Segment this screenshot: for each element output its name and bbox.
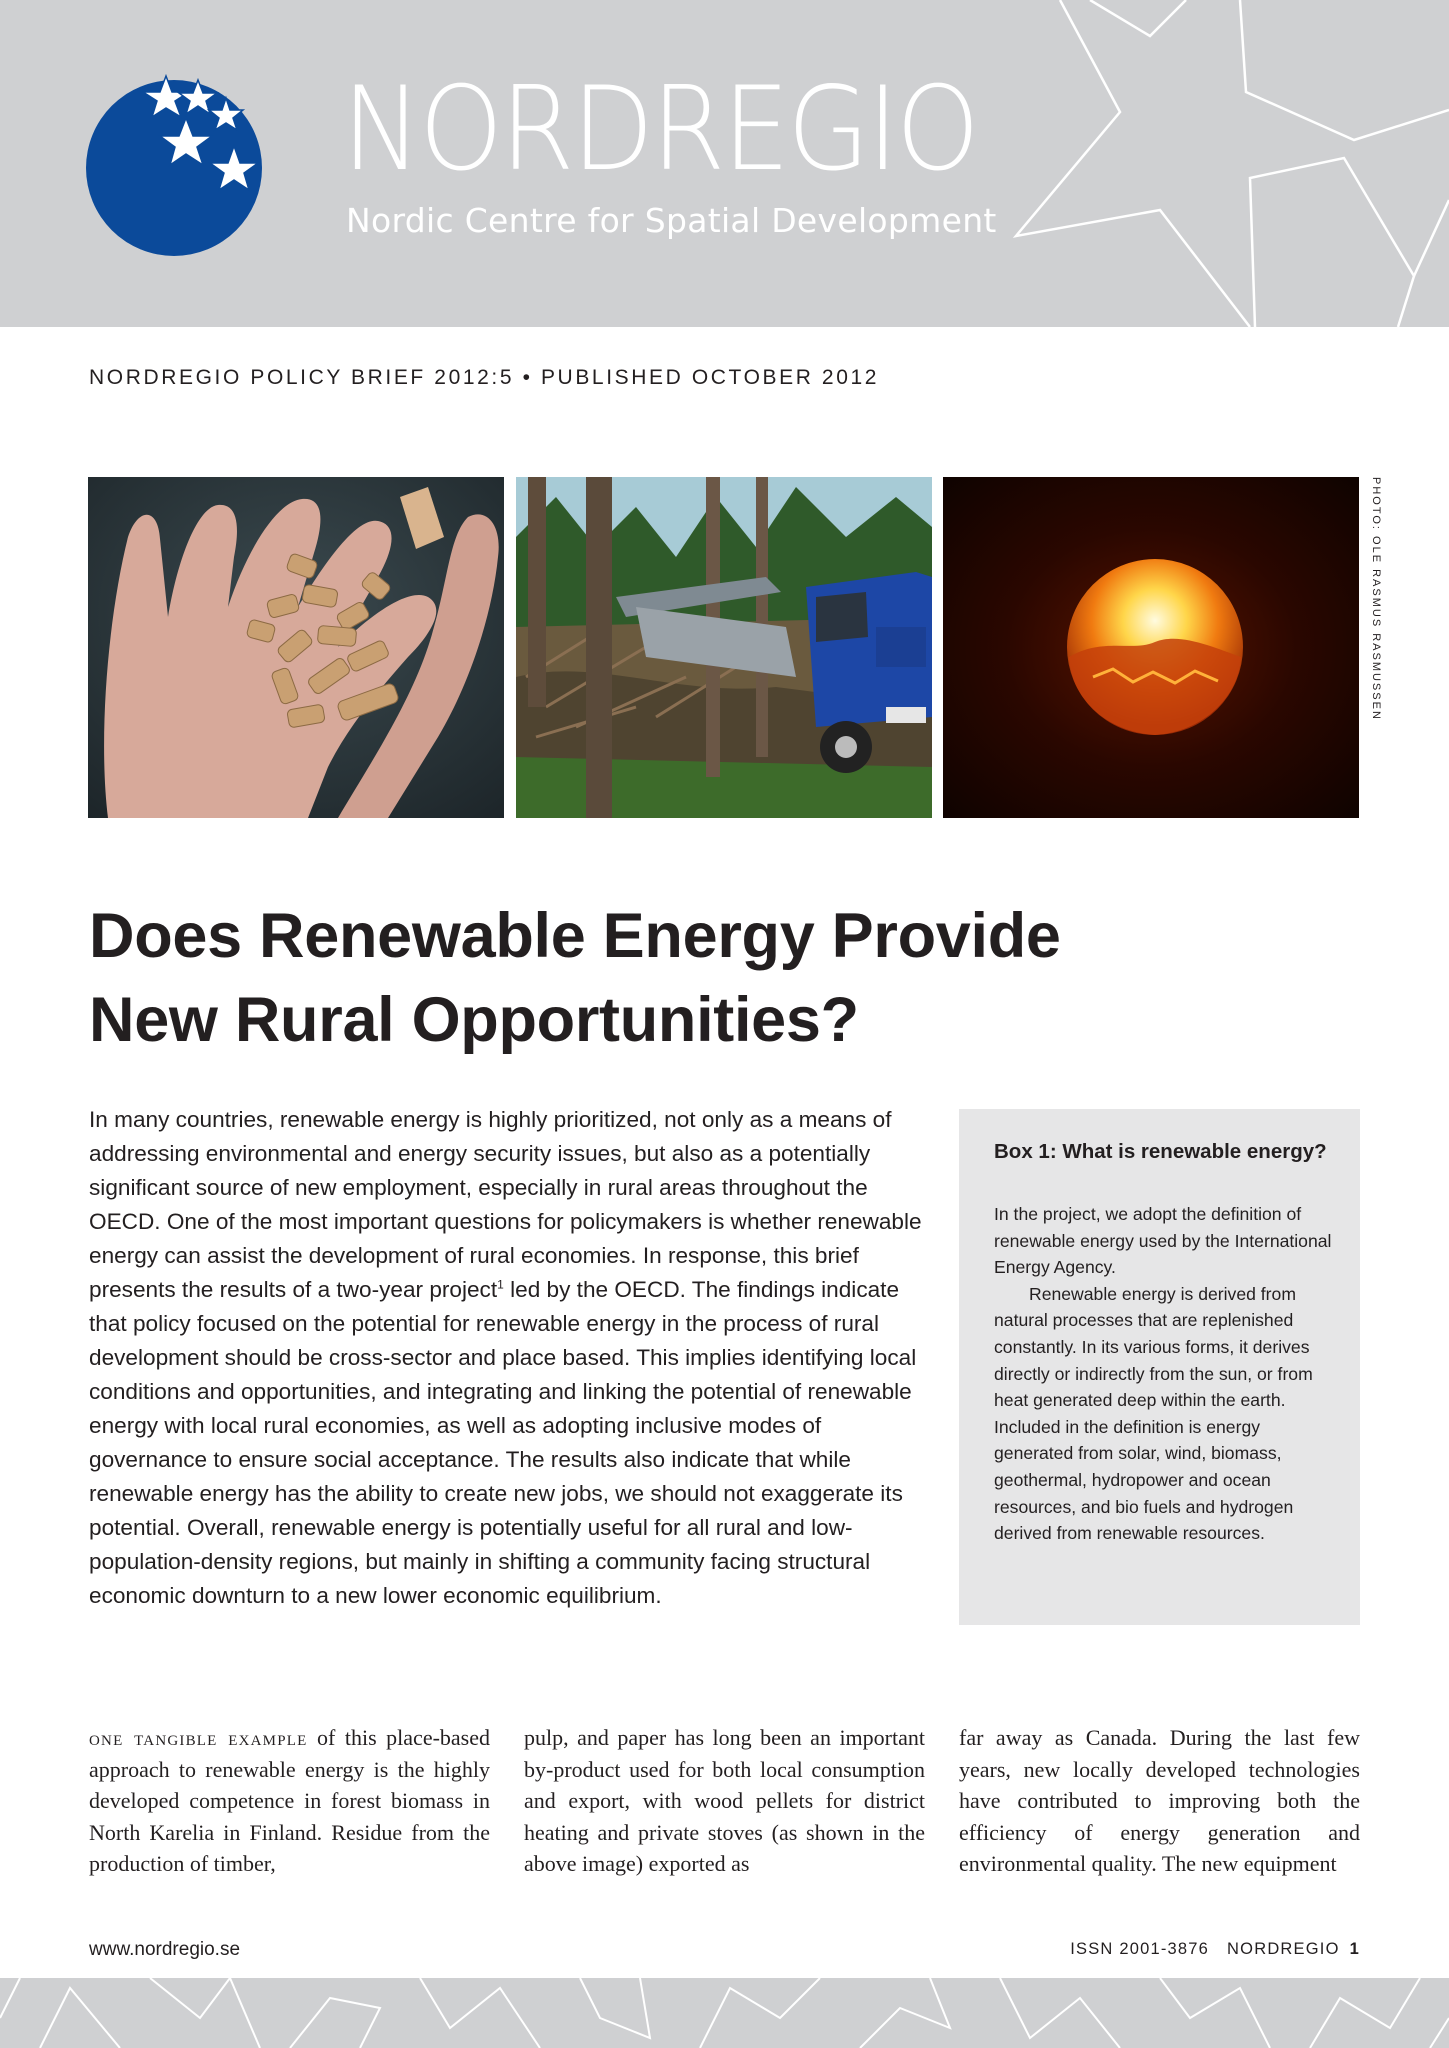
photo-wood-pellets-in-hand — [88, 477, 504, 818]
title-line-2: New Rural Opportunities? — [89, 985, 859, 1055]
body-column-2: pulp, and paper has long been an important by-product used for both local consumption and export, with wood pellets for district heating and private stoves (as shown in the above image) exported as — [524, 1725, 925, 1876]
photo-furnace-fire — [943, 477, 1359, 818]
info-box — [959, 1109, 1360, 1625]
decorative-stars-icon — [0, 1978, 1449, 2048]
intro-text-part-2: led by the OECD. The findings indicate that policy focused on the potential for renewable energy in the process of rural development should be cross-sector and place based. This implies identifying local conditions and opportunities, and integrating and linking the potential of renewable energy with local rural economies, as well as adopting inclusive modes of governance to ensure social acceptance. The results also indicate that while renewable energy has the ability to create new jobs, we should not exaggerate its potential. Overall, renewable energy is potentially useful for all rural and low-population-density regions, but mainly in shifting a community facing structural economic downturn to a new lower economic equilibrium. — [89, 1277, 917, 1608]
body-column-1 — [89, 1722, 490, 1880]
brand-name: NORDREGIO — [342, 62, 978, 197]
header-band — [0, 0, 1449, 327]
publication-series-line: NORDREGIO POLICY BRIEF 2012:5 • PUBLISHED OCTOBER 2012 — [89, 366, 880, 389]
footnote-marker: 1 — [497, 1277, 504, 1292]
footer-brand: NORDREGIO — [1227, 1940, 1340, 1958]
body-column-3: far away as Canada. During the last few years, new locally developed technologies have contributed to improving both the efficiency of energy generation and environmental quality. The new equipment — [959, 1725, 1360, 1876]
intro-paragraph — [89, 1103, 923, 1613]
box-title: Box 1: What is renewable energy? — [994, 1140, 1327, 1163]
intro-text-part-1: In many countries, renewable energy is highly prioritized, not only as a means of addressing environmental and energy security issues, but also as a potentially significant source of new employment, especially in rural areas throughout the OECD. One of the most important questions for policymakers is whether renewable energy can assist the development of rural economies. In response, this brief presents the results of a two-year project — [89, 1107, 922, 1302]
photo-credit: PHOTO: OLE RASMUS RASMUSSEN — [1370, 477, 1382, 721]
wood-pellets-image — [88, 477, 504, 818]
furnace-fire-image — [943, 477, 1359, 818]
box-paragraph-1: In the project, we adopt the definition of renewable energy used by the International Energy Agency. — [994, 1204, 1332, 1278]
box-paragraph-2: Renewable energy is derived from natural processes that are replenished constantly. In its various forms, it derives directly or indirectly from the sun, or from heat generated deep within the earth. Included in the definition is energy generated from solar, wind, biomass, geothermal, hydropower and ocean resources, and bio fuels and hydrogen derived from renewable resources. — [994, 1283, 1313, 1544]
forest-truck-image — [516, 477, 932, 818]
column-1-text: of this place-based approach to renewable energy is the highly developed competence in forest biomass in North Karelia in Finland. Residue from the production of timber, — [89, 1725, 491, 1876]
photo-forest-truck — [516, 477, 932, 818]
article-title — [89, 894, 1289, 1062]
issn-number: ISSN 2001-3876 — [1070, 1940, 1210, 1958]
box-body — [994, 1201, 1339, 1547]
footer-website-link[interactable]: www.nordregio.se — [89, 1939, 241, 1960]
nordregio-logo-icon — [86, 68, 266, 258]
page-number: 1 — [1349, 1940, 1360, 1958]
title-line-1: Does Renewable Energy Provide — [89, 901, 1061, 971]
lead-in-text: one tangible example — [89, 1725, 308, 1750]
footer-issn-block — [1070, 1940, 1360, 1959]
brand-subtitle: Nordic Centre for Spatial Development — [346, 201, 997, 240]
footer-band — [0, 1978, 1449, 2048]
